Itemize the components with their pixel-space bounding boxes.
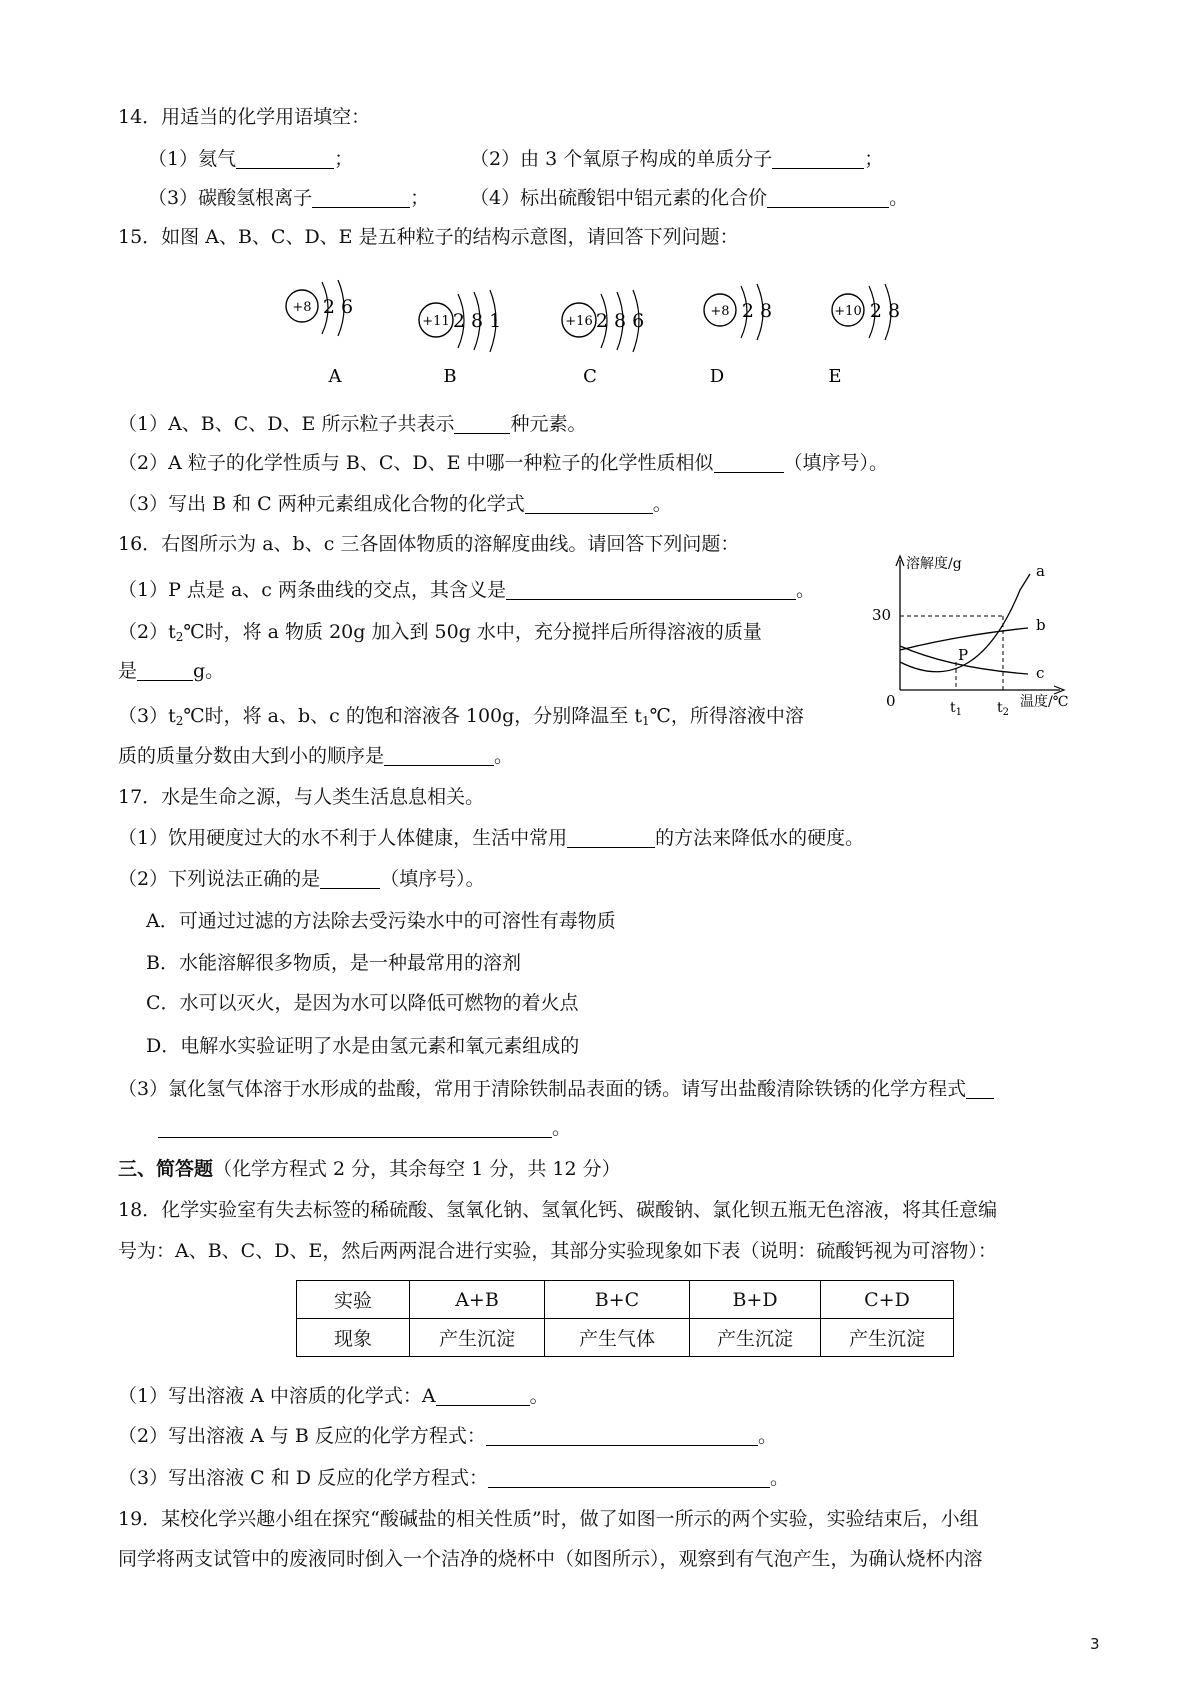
experiment-table (296, 1280, 954, 1357)
graph-t1-main: t (950, 700, 956, 716)
atom-d-nucleus: +8 (710, 304, 730, 319)
q16-sub3-a3: ℃，所得溶液中溶 (649, 705, 804, 727)
q16-sub3-line2 (118, 743, 513, 769)
q15-sub3-end: 。 (652, 493, 672, 515)
atom-b-nucleus: +11 (422, 314, 450, 329)
q18-sub1 (118, 1383, 549, 1409)
q15-sub1 (118, 411, 586, 437)
table-row (297, 1281, 954, 1319)
solubility-curve-graph (860, 550, 1080, 730)
q17-blank3a[interactable] (966, 1078, 994, 1099)
q14-part2 (470, 146, 883, 172)
q17-option-d: D．电解水实验证明了水是由氢元素和氧元素组成的 (146, 1035, 580, 1057)
q16-blank1[interactable] (506, 579, 796, 600)
q17-sub3-line2 (158, 1115, 571, 1141)
q18-sub1-end: 。 (529, 1385, 549, 1407)
q18-line1: 18．化学实验室有失去标签的稀硫酸、氢氧化钠、氢氧化钙、碳酸钠、氯化钡五瓶无色溶液，将其任意编 (118, 1199, 998, 1221)
q17-option-c: C．水可以灭火，是因为水可以降低可燃物的着火点 (146, 992, 579, 1014)
q15-title: 15．如图 A、B、C、D、E 是五种粒子的结构示意图，请回答下列问题： (118, 226, 739, 248)
atom-b (419, 290, 501, 387)
q14-blank3[interactable] (312, 187, 410, 208)
q17-blank1[interactable] (567, 827, 655, 848)
graph-label-a: a (1036, 562, 1045, 580)
atom-c-label: C (583, 366, 597, 387)
q14-part4 (470, 185, 908, 211)
atom-a-shells: 2 6 (322, 296, 354, 318)
atom-e (828, 284, 900, 387)
q14-part1-text: （1）氦气 (148, 148, 237, 170)
q19-line2: 同学将两支试管中的废液同时倒入一个洁净的烧杯中（如图所示），观察到有气泡产生，为确认烧杯内溶 (118, 1548, 983, 1570)
graph-xlabel: 温度/℃ (1020, 694, 1069, 710)
q14-blank4[interactable] (767, 187, 889, 208)
section3-header (118, 1156, 621, 1182)
q14-part3-end: ； (410, 187, 430, 209)
q15-sub2-end: （填序号）。 (783, 452, 889, 474)
q14-part2-text: （2）由 3 个氧原子构成的单质分子 (470, 148, 773, 170)
atom-d (704, 284, 772, 387)
q18-sub3 (118, 1465, 789, 1491)
q15-blank1[interactable] (454, 413, 510, 434)
q17-option-a: A．可通过过滤的方法除去受污染水中的可溶性有毒物质 (146, 910, 616, 932)
q15-sub3 (118, 491, 672, 517)
graph-t2-main: t (997, 700, 1003, 716)
graph-origin: 0 (886, 692, 896, 710)
atom-a-label: A (328, 366, 342, 387)
q17-sub1 (118, 825, 864, 851)
atom-d-label: D (709, 366, 725, 387)
graph-label-b: b (1036, 616, 1046, 634)
q16-sub3-b: 质的质量分数由大到小的顺序是 (118, 745, 385, 767)
q16-sub2-line2 (118, 658, 224, 684)
q14-part4-end: 。 (889, 187, 909, 209)
q17-sub3-end: 。 (552, 1117, 572, 1139)
graph-y30: 30 (872, 606, 892, 624)
q18-blank2[interactable] (486, 1425, 758, 1446)
q18-blank1[interactable] (436, 1385, 530, 1406)
q17-sub3-text: （3）氯化氢气体溶于水形成的盐酸，常用于清除铁制品表面的锈。请写出盐酸清除铁锈的化学方程式 (118, 1078, 967, 1100)
atom-b-shells: 2 8 1 (452, 310, 502, 332)
q15-sub3-text: （3）写出 B 和 C 两种元素组成化合物的化学式 (118, 493, 525, 515)
table-cell: 实验 (297, 1281, 410, 1319)
atom-c-nucleus: +16 (565, 314, 593, 329)
q18-sub3-end: 。 (770, 1467, 790, 1489)
q17-sub3 (118, 1076, 994, 1102)
q16-sub3-a1: （3）t (118, 705, 176, 727)
q14-part4-text: （4）标出硫酸铝中铝元素的化合价 (470, 187, 768, 209)
q14-blank2[interactable] (772, 148, 864, 169)
graph-t1-sub: 1 (955, 707, 963, 718)
q14-part3-text: （3）碳酸氢根离子 (148, 187, 313, 209)
q16-sub2-sub: 2 (175, 630, 184, 644)
q16-sub3-a2: ℃时，将 a、b、c 的饱和溶液各 100g，分别降温至 t (183, 705, 642, 727)
q17-sub2 (118, 866, 485, 892)
table-cell: A+B (410, 1281, 545, 1319)
q18-line2: 号为：A、B、C、D、E，然后两两混合进行实验，其部分实验现象如下表（说明：硫酸钙视为可溶物）： (118, 1240, 997, 1262)
table-cell: 现象 (297, 1319, 410, 1357)
q17-sub1-text: （1）饮用硬度过大的水不利于人体健康，生活中常用 (118, 827, 568, 849)
atom-c-shells: 2 8 6 (595, 310, 645, 332)
graph-label-c: c (1036, 664, 1045, 682)
q15-blank3[interactable] (525, 493, 653, 514)
q16-sub3 (118, 703, 804, 734)
table-cell: C+D (821, 1281, 954, 1319)
atom-b-label: B (443, 366, 457, 387)
atom-e-label: E (828, 366, 842, 387)
atom-a (286, 280, 353, 387)
q16-sub2-a1: （2）t (118, 621, 176, 643)
q18-sub3-text: （3）写出溶液 C 和 D 反应的化学方程式： (118, 1467, 489, 1489)
q18-sub1-text: （1）写出溶液 A 中溶质的化学式：A (118, 1385, 436, 1407)
q17-sub2-text: （2）下列说法正确的是 (118, 868, 321, 890)
q16-sub1-text: （1）P 点是 a、c 两条曲线的交点，其含义是 (118, 579, 506, 601)
graph-t2 (997, 700, 1009, 718)
atom-e-nucleus: +10 (834, 304, 862, 319)
table-row (297, 1319, 954, 1357)
q15-sub2-text: （2）A 粒子的化学性质与 B、C、D、E 中哪一种粒子的化学性质相似 (118, 452, 714, 474)
q18-sub2-text: （2）写出溶液 A 与 B 反应的化学方程式： (118, 1425, 486, 1447)
q14-part1 (148, 146, 353, 172)
q17-sub1-end: 的方法来降低水的硬度。 (655, 827, 865, 849)
graph-ylabel: 溶解度/g (906, 556, 962, 572)
table-cell: 产生气体 (545, 1319, 690, 1357)
q16-sub3-sub2: 1 (641, 714, 650, 728)
table-cell: B+D (690, 1281, 821, 1319)
q18-sub2 (118, 1423, 777, 1449)
graph-t2-sub: 2 (1002, 707, 1010, 718)
atom-e-shells: 2 8 (869, 300, 901, 322)
q18-sub2-end: 。 (757, 1425, 777, 1447)
atom-structure-diagrams (0, 270, 1200, 400)
q14-blank1[interactable] (236, 148, 334, 169)
q14-part1-end: ； (334, 148, 354, 170)
q17-title: 17．水是生命之源，与人类生活息息相关。 (118, 786, 485, 808)
table-cell: 产生沉淀 (690, 1319, 821, 1357)
graph-t1 (950, 700, 962, 718)
section3-note: （化学方程式 2 分，其余每空 1 分，共 12 分） (213, 1158, 621, 1180)
q17-sub2-end: （填序号）。 (380, 868, 485, 890)
graph-label-p: P (958, 646, 969, 664)
q17-blank3b[interactable] (158, 1117, 552, 1138)
q16-blank3[interactable] (384, 745, 494, 766)
q16-sub3-c: 。 (494, 745, 514, 767)
q16-sub2-b: 是 (118, 660, 138, 682)
atom-a-nucleus: +8 (292, 300, 312, 315)
q17-blank2[interactable] (320, 868, 380, 889)
q15-blank2[interactable] (714, 452, 784, 473)
q16-title: 16．右图所示为 a、b、c 三各固体物质的溶解度曲线。请回答下列问题： (118, 533, 740, 555)
table-cell: 产生沉淀 (410, 1319, 545, 1357)
q15-sub1-end: 种元素。 (510, 413, 587, 435)
table-cell: 产生沉淀 (821, 1319, 954, 1357)
table-cell: B+C (545, 1281, 690, 1319)
page-number: 3 (1090, 1635, 1100, 1653)
q18-blank3[interactable] (488, 1467, 770, 1488)
q16-sub3-sub1: 2 (175, 714, 184, 728)
q15-sub2 (118, 450, 888, 476)
q16-sub2-c: g。 (193, 660, 225, 682)
q16-blank2[interactable] (137, 660, 193, 681)
q16-sub1 (118, 577, 815, 603)
q14-part2-end: ； (864, 148, 884, 170)
q19-line1: 19．某校化学兴趣小组在探究“酸碱盐的相关性质”时，做了如图一所示的两个实验，实验结束后，小组 (118, 1508, 979, 1530)
q17-option-b: B．水能溶解很多物质，是一种最常用的溶剂 (146, 952, 521, 974)
q16-sub2 (118, 619, 762, 650)
atom-c (562, 290, 644, 387)
section3-title: 三、简答题 (118, 1158, 214, 1180)
q14-title: 14．用适当的化学用语填空： (118, 106, 371, 128)
q16-sub2-a2: ℃时，将 a 物质 20g 加入到 50g 水中，充分搅拌后所得溶液的质量 (183, 621, 762, 643)
q14-part3 (148, 185, 429, 211)
q16-sub1-end: 。 (795, 579, 815, 601)
atom-d-shells: 2 8 (741, 300, 773, 322)
q15-sub1-text: （1）A、B、C、D、E 所示粒子共表示 (118, 413, 455, 435)
